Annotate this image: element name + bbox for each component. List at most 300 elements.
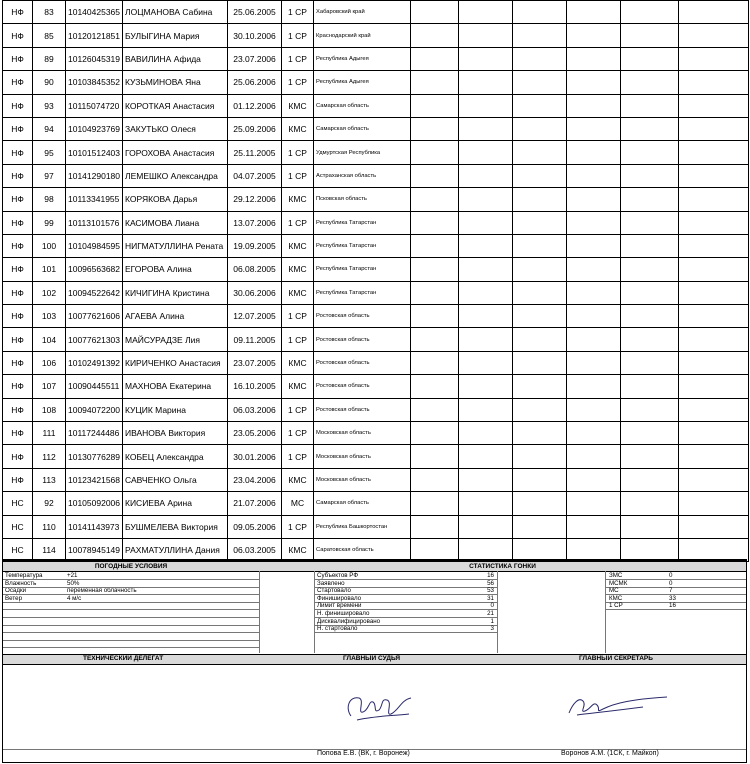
qualification-cell: НФ: [3, 305, 33, 328]
dob-cell: 06.08.2005: [228, 258, 282, 281]
rank-stat-label: 1 СР: [609, 602, 623, 610]
table-row: [3, 328, 749, 351]
empty-result-cell: [459, 351, 513, 374]
table-row: [3, 492, 749, 515]
table-row: [3, 1, 749, 24]
id-cell: 10123421568: [66, 468, 123, 491]
empty-result-cell: [459, 375, 513, 398]
stat-value: 0: [490, 602, 494, 610]
empty-result-cell: [679, 234, 749, 257]
id-cell: 10120121851: [66, 24, 123, 47]
empty-result-cell: [459, 211, 513, 234]
qualification-cell: НФ: [3, 351, 33, 374]
empty-result-cell: [513, 94, 567, 117]
empty-result-cell: [459, 188, 513, 211]
empty-result-cell: [459, 515, 513, 538]
id-cell: 10126045319: [66, 47, 123, 70]
empty-result-cell: [459, 24, 513, 47]
stat-label: Финишировало: [317, 594, 362, 602]
empty-result-cell: [411, 24, 459, 47]
name-cell: КУЗЬМИНОВА Яна: [123, 71, 228, 94]
empty-result-cell: [459, 398, 513, 421]
dob-cell: 21.07.2006: [228, 492, 282, 515]
empty-result-cell: [679, 305, 749, 328]
empty-result-cell: [513, 47, 567, 70]
empty-result-cell: [621, 164, 679, 187]
weather-label: Ветер: [5, 594, 23, 602]
id-cell: 10077621606: [66, 305, 123, 328]
empty-result-cell: [513, 281, 567, 304]
region-cell: Краснодарский край: [314, 24, 411, 47]
rank-cell: 1 СР: [282, 422, 314, 445]
empty-result-cell: [459, 305, 513, 328]
empty-result-cell: [567, 398, 621, 421]
name-cell: КУЦИК Марина: [123, 398, 228, 421]
id-cell: 10094072200: [66, 398, 123, 421]
qualification-cell: НФ: [3, 164, 33, 187]
empty-result-cell: [459, 281, 513, 304]
id-cell: 10078945149: [66, 538, 123, 561]
empty-result-cell: [513, 422, 567, 445]
empty-result-cell: [679, 445, 749, 468]
table-row: [3, 94, 749, 117]
dob-cell: 29.12.2006: [228, 188, 282, 211]
region-cell: Ростовская область: [314, 328, 411, 351]
empty-result-cell: [411, 351, 459, 374]
stat-value: 53: [487, 587, 494, 595]
name-cell: КОБЕЦ Александра: [123, 445, 228, 468]
empty-result-cell: [513, 234, 567, 257]
empty-result-cell: [459, 422, 513, 445]
empty-result-cell: [513, 117, 567, 140]
empty-result-cell: [621, 422, 679, 445]
empty-result-cell: [411, 117, 459, 140]
empty-result-cell: [513, 375, 567, 398]
id-cell: 10096563682: [66, 258, 123, 281]
empty-result-cell: [459, 328, 513, 351]
table-row: [3, 234, 749, 257]
name-cell: ГОРОХОВА Анастасия: [123, 141, 228, 164]
bib-cell: 85: [33, 24, 66, 47]
table-row: [3, 211, 749, 234]
name-cell: РАХМАТУЛЛИНА Дания: [123, 538, 228, 561]
bib-cell: 100: [33, 234, 66, 257]
empty-result-cell: [621, 398, 679, 421]
empty-result-cell: [411, 445, 459, 468]
rank-stat-value: 33: [669, 594, 676, 602]
name-cell: КОРОТКАЯ Анастасия: [123, 94, 228, 117]
empty-result-cell: [567, 281, 621, 304]
empty-result-cell: [513, 515, 567, 538]
qualification-cell: НС: [3, 538, 33, 561]
bib-cell: 111: [33, 422, 66, 445]
empty-result-cell: [679, 211, 749, 234]
empty-result-cell: [621, 47, 679, 70]
name-cell: КАСИМОВА Лиана: [123, 211, 228, 234]
bib-cell: 90: [33, 71, 66, 94]
qualification-cell: НФ: [3, 211, 33, 234]
empty-result-cell: [513, 398, 567, 421]
empty-result-cell: [411, 258, 459, 281]
name-cell: КИРИЧЕНКО Анастасия: [123, 351, 228, 374]
rank-cell: 1 СР: [282, 515, 314, 538]
rank-stat-label: ЗМС: [609, 572, 623, 579]
empty-result-cell: [621, 515, 679, 538]
id-cell: 10094522642: [66, 281, 123, 304]
rank-cell: КМС: [282, 375, 314, 398]
bib-cell: 92: [33, 492, 66, 515]
table-row: [3, 445, 749, 468]
region-cell: Самарская область: [314, 94, 411, 117]
dob-cell: 16.10.2005: [228, 375, 282, 398]
empty-result-cell: [411, 468, 459, 491]
empty-result-cell: [621, 305, 679, 328]
table-row: [3, 164, 749, 187]
empty-result-cell: [679, 47, 749, 70]
empty-result-cell: [567, 492, 621, 515]
id-cell: 10130776289: [66, 445, 123, 468]
rank-stat-value: 16: [669, 602, 676, 610]
empty-result-cell: [621, 71, 679, 94]
id-cell: 10140425365: [66, 1, 123, 24]
empty-result-cell: [621, 1, 679, 24]
table-row: [3, 351, 749, 374]
qualification-cell: НФ: [3, 1, 33, 24]
dob-cell: 23.04.2006: [228, 468, 282, 491]
empty-result-cell: [513, 305, 567, 328]
empty-result-cell: [567, 94, 621, 117]
qualification-cell: НФ: [3, 328, 33, 351]
region-cell: Республика Татарстан: [314, 281, 411, 304]
empty-result-cell: [679, 328, 749, 351]
table-row: [3, 468, 749, 491]
chief-secretary-title: ГЛАВНЫЙ СЕКРЕТАРЬ: [579, 655, 653, 662]
stat-value: 16: [487, 572, 494, 579]
bib-cell: 95: [33, 141, 66, 164]
name-cell: КИЧИГИНА Кристина: [123, 281, 228, 304]
dob-cell: 25.09.2006: [228, 117, 282, 140]
empty-result-cell: [567, 328, 621, 351]
empty-result-cell: [459, 94, 513, 117]
id-cell: 10141143973: [66, 515, 123, 538]
name-cell: ЕГОРОВА Алина: [123, 258, 228, 281]
empty-result-cell: [621, 281, 679, 304]
rank-stat-label: МСМК: [609, 579, 628, 587]
rank-stat-value: 0: [669, 572, 673, 579]
stat-label: Дисквалифицировано: [317, 617, 381, 625]
empty-result-cell: [679, 398, 749, 421]
table-row: [3, 258, 749, 281]
empty-result-cell: [459, 492, 513, 515]
qualification-cell: НФ: [3, 117, 33, 140]
empty-result-cell: [513, 211, 567, 234]
empty-result-cell: [513, 258, 567, 281]
bib-cell: 99: [33, 211, 66, 234]
stat-value: 3: [490, 625, 494, 633]
id-cell: 10104923769: [66, 117, 123, 140]
empty-result-cell: [513, 445, 567, 468]
bib-cell: 113: [33, 468, 66, 491]
empty-result-cell: [679, 375, 749, 398]
qualification-cell: НФ: [3, 375, 33, 398]
name-cell: МАЙСУРАДЗЕ Лия: [123, 328, 228, 351]
empty-result-cell: [411, 422, 459, 445]
rank-cell: 1 СР: [282, 398, 314, 421]
empty-result-cell: [679, 515, 749, 538]
table-row: [3, 117, 749, 140]
region-cell: Ростовская область: [314, 351, 411, 374]
weather-header: ПОГОДНЫЕ УСЛОВИЯ: [3, 561, 259, 572]
id-cell: 10113341955: [66, 188, 123, 211]
region-cell: Ростовская область: [314, 375, 411, 398]
id-cell: 10141290180: [66, 164, 123, 187]
dob-cell: 13.07.2006: [228, 211, 282, 234]
id-cell: 10117244486: [66, 422, 123, 445]
region-cell: Хабаровский край: [314, 1, 411, 24]
bib-cell: 102: [33, 281, 66, 304]
rank-cell: 1 СР: [282, 305, 314, 328]
dob-cell: 25.06.2005: [228, 1, 282, 24]
empty-result-cell: [679, 1, 749, 24]
table-row: [3, 71, 749, 94]
empty-result-cell: [459, 164, 513, 187]
empty-result-cell: [411, 375, 459, 398]
table-row: [3, 141, 749, 164]
empty-result-cell: [459, 141, 513, 164]
table-row: [3, 398, 749, 421]
empty-result-cell: [679, 258, 749, 281]
results-table: [2, 0, 749, 562]
qualification-cell: НФ: [3, 281, 33, 304]
rank-stat-value: 0: [669, 579, 673, 587]
rank-cell: КМС: [282, 538, 314, 561]
dob-cell: 25.11.2005: [228, 141, 282, 164]
empty-result-cell: [459, 445, 513, 468]
name-cell: ЗАКУТЬКО Олеся: [123, 117, 228, 140]
weather-label: Температура: [5, 572, 43, 579]
rank-cell: КМС: [282, 258, 314, 281]
stat-label: Заявлено: [317, 579, 345, 587]
name-cell: ЛЕМЕШКО Александра: [123, 164, 228, 187]
table-row: [3, 24, 749, 47]
dob-cell: 06.03.2006: [228, 398, 282, 421]
summary-section: [2, 559, 747, 763]
empty-result-cell: [679, 164, 749, 187]
bib-cell: 114: [33, 538, 66, 561]
chief-judge-name: Попова Е.В. (ВК, г. Воронеж): [317, 750, 410, 757]
region-cell: Самарская область: [314, 117, 411, 140]
rank-cell: 1 СР: [282, 71, 314, 94]
qualification-cell: НФ: [3, 94, 33, 117]
name-cell: КИСИЕВА Арина: [123, 492, 228, 515]
empty-result-cell: [513, 141, 567, 164]
bib-cell: 97: [33, 164, 66, 187]
rank-cell: КМС: [282, 94, 314, 117]
id-cell: 10104984595: [66, 234, 123, 257]
empty-result-cell: [411, 515, 459, 538]
name-cell: САВЧЕНКО Ольга: [123, 468, 228, 491]
dob-cell: 12.07.2005: [228, 305, 282, 328]
empty-result-cell: [513, 468, 567, 491]
dob-cell: 01.12.2006: [228, 94, 282, 117]
tech-delegate-title: ТЕХНИЧЕСКИЙ ДЕЛЕГАТ: [83, 655, 164, 662]
empty-result-cell: [567, 164, 621, 187]
empty-result-cell: [621, 94, 679, 117]
weather-label: Влажность: [5, 579, 37, 587]
name-cell: ИВАНОВА Виктория: [123, 422, 228, 445]
rank-cell: МС: [282, 492, 314, 515]
qualification-cell: НФ: [3, 398, 33, 421]
weather-value: 50%: [67, 579, 80, 587]
empty-result-cell: [679, 422, 749, 445]
stats-header: СТАТИСТИКА ГОНКИ: [259, 561, 746, 572]
empty-result-cell: [679, 141, 749, 164]
name-cell: ВАВИЛИНА Афида: [123, 47, 228, 70]
empty-result-cell: [621, 492, 679, 515]
empty-result-cell: [513, 188, 567, 211]
table-row: [3, 375, 749, 398]
region-cell: Республика Татарстан: [314, 211, 411, 234]
empty-result-cell: [567, 1, 621, 24]
empty-result-cell: [459, 71, 513, 94]
empty-result-cell: [513, 1, 567, 24]
empty-result-cell: [679, 468, 749, 491]
empty-result-cell: [411, 281, 459, 304]
dob-cell: 30.10.2006: [228, 24, 282, 47]
qualification-cell: НФ: [3, 234, 33, 257]
id-cell: 10102491392: [66, 351, 123, 374]
empty-result-cell: [411, 1, 459, 24]
region-cell: Республика Адыгея: [314, 47, 411, 70]
dob-cell: 19.09.2005: [228, 234, 282, 257]
bib-cell: 93: [33, 94, 66, 117]
bib-cell: 112: [33, 445, 66, 468]
qualification-cell: НФ: [3, 47, 33, 70]
region-cell: Псковская область: [314, 188, 411, 211]
bib-cell: 108: [33, 398, 66, 421]
stat-value: 1: [490, 617, 494, 625]
name-cell: БУЛЫГИНА Мария: [123, 24, 228, 47]
stat-label: Н. финишировало: [317, 610, 370, 617]
table-row: [3, 515, 749, 538]
stat-value: 21: [487, 610, 494, 617]
dob-cell: 23.07.2006: [228, 47, 282, 70]
dob-cell: 23.07.2005: [228, 351, 282, 374]
rank-cell: 1 СР: [282, 164, 314, 187]
rank-cell: 1 СР: [282, 328, 314, 351]
region-cell: Республика Башкортостан: [314, 515, 411, 538]
rank-cell: 1 СР: [282, 445, 314, 468]
rank-stat-label: МС: [609, 587, 619, 595]
id-cell: 10101512403: [66, 141, 123, 164]
empty-result-cell: [621, 375, 679, 398]
qualification-cell: НС: [3, 492, 33, 515]
bib-cell: 107: [33, 375, 66, 398]
empty-result-cell: [679, 94, 749, 117]
empty-result-cell: [679, 188, 749, 211]
id-cell: 10115074720: [66, 94, 123, 117]
name-cell: МАХНОВА Екатерина: [123, 375, 228, 398]
empty-result-cell: [513, 351, 567, 374]
qualification-cell: НФ: [3, 422, 33, 445]
rank-cell: 1 СР: [282, 211, 314, 234]
rank-cell: 1 СР: [282, 141, 314, 164]
empty-result-cell: [679, 117, 749, 140]
table-row: [3, 305, 749, 328]
qualification-cell: НФ: [3, 188, 33, 211]
qualification-cell: НФ: [3, 24, 33, 47]
empty-result-cell: [621, 258, 679, 281]
empty-result-cell: [679, 71, 749, 94]
empty-result-cell: [411, 164, 459, 187]
weather-value: 4 м/с: [67, 594, 82, 602]
dob-cell: 09.11.2005: [228, 328, 282, 351]
dob-cell: 09.05.2006: [228, 515, 282, 538]
dob-cell: 30.01.2006: [228, 445, 282, 468]
empty-result-cell: [567, 141, 621, 164]
empty-result-cell: [411, 305, 459, 328]
region-cell: Астраханская область: [314, 164, 411, 187]
stat-label: Стартовало: [317, 587, 351, 595]
dob-cell: 25.06.2006: [228, 71, 282, 94]
empty-result-cell: [459, 234, 513, 257]
empty-result-cell: [621, 117, 679, 140]
empty-result-cell: [621, 234, 679, 257]
stat-label: Н. стартовало: [317, 625, 358, 633]
empty-result-cell: [459, 468, 513, 491]
region-cell: Московская область: [314, 445, 411, 468]
empty-result-cell: [411, 211, 459, 234]
bib-cell: 110: [33, 515, 66, 538]
region-cell: Московская область: [314, 422, 411, 445]
weather-value: +21: [67, 572, 78, 579]
empty-result-cell: [513, 24, 567, 47]
empty-result-cell: [411, 47, 459, 70]
qualification-cell: НФ: [3, 71, 33, 94]
empty-result-cell: [621, 24, 679, 47]
qualification-cell: НФ: [3, 468, 33, 491]
bib-cell: 106: [33, 351, 66, 374]
bib-cell: 83: [33, 1, 66, 24]
table-row: [3, 281, 749, 304]
empty-result-cell: [411, 398, 459, 421]
empty-result-cell: [679, 24, 749, 47]
empty-result-cell: [567, 468, 621, 491]
id-cell: 10105092006: [66, 492, 123, 515]
rank-cell: 1 СР: [282, 47, 314, 70]
stat-label: Лимит времени: [317, 602, 362, 610]
empty-result-cell: [567, 47, 621, 70]
bib-cell: 104: [33, 328, 66, 351]
stat-label: Субъектов РФ: [317, 572, 359, 579]
empty-result-cell: [567, 445, 621, 468]
region-cell: Удмуртская Республика: [314, 141, 411, 164]
empty-result-cell: [567, 24, 621, 47]
name-cell: БУШМЕЛЕВА Виктория: [123, 515, 228, 538]
empty-result-cell: [513, 492, 567, 515]
empty-result-cell: [567, 515, 621, 538]
empty-result-cell: [621, 328, 679, 351]
qualification-cell: НС: [3, 515, 33, 538]
empty-result-cell: [459, 258, 513, 281]
empty-result-cell: [567, 71, 621, 94]
empty-result-cell: [567, 211, 621, 234]
weather-value: переменная облачность: [67, 587, 137, 595]
name-cell: АГАЕВА Алина: [123, 305, 228, 328]
empty-result-cell: [411, 188, 459, 211]
weather-label: Осадки: [5, 587, 27, 595]
table-row: [3, 47, 749, 70]
